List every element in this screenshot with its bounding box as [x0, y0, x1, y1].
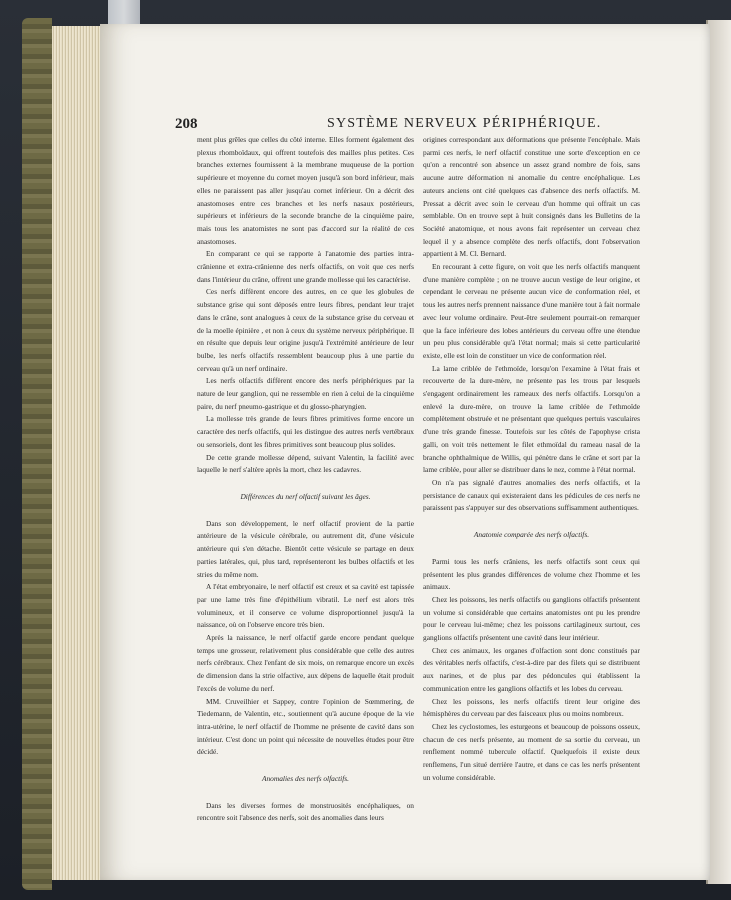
- right-column: [423, 134, 640, 784]
- stacked-page-edges: [52, 26, 103, 880]
- page-header: [175, 114, 695, 136]
- left-column: [197, 134, 414, 825]
- page-number: 208: [175, 116, 198, 132]
- section-heading: Anomalies des nerfs olfactifs.: [261, 774, 350, 784]
- paragraph: La mollesse très grande de leurs fibres primitives forme encore un caractère des nerfs olfactifs, qui les distingue des autres nerfs vertébraux ou sensoriels, dont les fibres primitives sont beaucoup plus solides.: [197, 414, 414, 449]
- paragraph: Chez ces animaux, les organes d'olfaction sont donc constitués par des véritables nerfs olfactifs, c'est-à-dire par des filets qui se distribuent aux narines, et de plus par des pédoncules qui établissent la communication entre les ganglions olfactifs et les lobes du cerveau.: [423, 645, 640, 693]
- paragraph: Dans son développement, le nerf olfactif provient de la partie antérieure de la vésicule cérébrale, ou autrement dit, d'une vésicule antérieure qui s'en détache. Bientôt cette vésicule se partage en deux parties latérales, qui, plus tard, représenteront les bulbes olfactifs et les stries du même nom.: [197, 518, 414, 579]
- paragraph: La lame criblée de l'ethmoïde, lorsqu'on l'examine à l'état frais et recouverte de la dure-mère, ne présente pas les trous par lesquels s'engagent ordinairement les rameaux des nerfs olfactifs. Lorsqu'on a enlevé la dure-mère, on trouve la lame criblée de l'ethmoïde complètement obstruée et ne présentant que quelques pertuis vasculaires d'une très grande finesse. Toutefois sur les côtés de l'apophyse crista galli, on voit très nettement le filet ethmoïdal du rameau nasal de la branche ophthalmique de Willis, qui pénètre dans le crâne et sort par la lame criblée, pour aller se distribuer dans le nez, comme à l'état normal.: [423, 363, 640, 475]
- paragraph: Les nerfs olfactifs diffèrent encore des nerfs périphériques par la nature de leur ganglion, qui ne ressemble en rien à celui de la cinquième paire, du nerf pneumo-gastrique et du glosso-pharyngien.: [197, 376, 414, 411]
- paragraph: En recourant à cette figure, on voit que les nerfs olfactifs manquent d'une manière complète ; on ne trouve aucun vestige de leur origine, et cependant le cerveau ne présente aucun vice de conformation réel, et tous les autres nerfs prennent naissance d'une manière tout à fait normale avec leur volume ordinaire. Peut-être seulement pourrait-on remarquer que la face inférieure des lobes antérieurs du cerveau offre une étendue un peu plus considérable qu'à l'état normal; mais si cette particularité existe, elle est loin de constituer un vice de conformation réel.: [423, 262, 640, 360]
- section-heading: Différences du nerf olfactif suivant les âges.: [240, 491, 371, 501]
- paragraph: Ces nerfs diffèrent encore des autres, en ce que les globules de substance grise qui sont déposés entre leurs fibres, pendant leur trajet dans le crâne, sont analogues à ceux de la substance grise du cerveau et de la moelle épinière , et non à ceux du système nerveux périphérique. Il en résulte que depuis leur origine jusqu'à l'extrémité antérieure de leur bulbe, les nerfs olfactifs ressemblent beaucoup plus à une partie du cerveau qu'à un nerf ordinaire.: [197, 287, 414, 373]
- paragraph: De cette grande mollesse dépend, suivant Valentin, la facilité avec laquelle le nerf s'altère après la mort, chez les cadavres.: [197, 452, 414, 475]
- section-heading: Anatomie comparée des nerfs olfactifs.: [473, 530, 590, 540]
- paragraph: origines correspondant aux déformations que présente l'encéphale. Mais parmi ces nerfs, le nerf olfactif constitue une sorte d'exception en ce qu'on a rencontré son absence un assez grand nombre de fois, sans aucune autre déformation ni anomalie du centre encéphalique. Les auteurs anciens ont cité quelques cas d'absence des nerfs olfactifs. M. Pressat a décrit avec soin le cerveau d'un homme qui offrait un cas semblable. On en trouve sept à huit consignés dans les Bulletins de la Société anatomique, et nous avons fait représenter un cerveau chez lequel il y a absence complète des nerfs olfactifs, dont l'observation appartient à M. Cl. Bernard.: [423, 135, 640, 259]
- paragraph: Parmi tous les nerfs crâniens, les nerfs olfactifs sont ceux qui présentent les plus grandes différences de volume chez l'homme et les animaux.: [423, 556, 640, 592]
- paragraph: En comparant ce qui se rapporte à l'anatomie des parties intra-crânienne et extra-crânienne des nerfs olfactifs, on voit que ces nerfs dans l'intérieur du crâne, offrent une grande mollesse qui les caractérise.: [197, 249, 414, 284]
- running-title: SYSTÈME NERVEUX PÉRIPHÉRIQUE.: [327, 116, 602, 131]
- paragraph: ment plus grêles que celles du côté interne. Elles forment également des plexus rhomboïdaux, qui offrent toutefois des mailles plus petites. Ces branches externes fournissent à la membrane muqueuse de la portion supérieure et moyenne du cornet moyen jusqu'à son bord inférieur, mais elles ne paraissent pas aller jusqu'au cornet inférieur. On a décrit des anastomoses entre ces branches et les nerfs nasaux postérieurs, supérieurs et inférieurs de la seconde branche de la cinquième paire, mais tous les anatomistes ne sont pas d'accord sur la réalité de ces anastomoses.: [197, 135, 414, 246]
- paragraph: Chez les cyclostomes, les esturgeons et beaucoup de poissons osseux, chacun de ces nerfs présente, au moment de sa sortie du cerveau, un renflement nommé tubercule olfactif. Quelquefois il existe deux renflemens, l'un situé derrière l'autre, et dans ce cas les nerfs présentent un volume considérable.: [423, 721, 640, 782]
- paragraph: MM. Cruveilhier et Sappey, contre l'opinion de Sœmmering, de Tiedemann, de Valentin, etc., soutiennent qu'à aucune époque de la vie intra-utérine, le nerf olfactif de l'homme ne présente de cavité dans son intérieur. C'est donc un point qui nécessite de nouvelles études pour être décidé.: [197, 696, 414, 757]
- paragraph: A l'état embryonaire, le nerf olfactif est creux et sa cavité est tapissée par une lame très fine d'épithélium vibratil. Le nerf est alors très volumineux, et il conserve ce volume disproportionnel jusqu'à la naissance, où on l'observe encore très bien.: [197, 582, 414, 630]
- paragraph: Chez les poissons, les nerfs olfactifs ou ganglions olfactifs présentent un volume si considérable que certains anatomistes ont pu les prendre pour le cerveau lui-même; chez les poissons cartilagineux surtout, ces ganglions olfactifs présentent une cavité dans leur intérieur.: [423, 594, 640, 643]
- paragraph: Chez les poissons, les nerfs olfactifs tirent leur origine des hémisphères du cerveau par des faisceaux plus ou moins nombreux.: [423, 696, 640, 719]
- paragraph: On n'a pas signalé d'autres anomalies des nerfs olfactifs, et la persistance de canaux qui existeraient dans les pédicules de ces nerfs ne paraissent pas s'appuyer sur des observations suffisamment authentiques.: [423, 477, 640, 513]
- book-cover-edge: [22, 18, 52, 890]
- paragraph: Dans les diverses formes de monstruosités encéphaliques, on rencontre soit l'absence des nerfs, soit des anomalies dans leurs: [197, 800, 414, 823]
- paragraph: Après la naissance, le nerf olfactif garde encore pendant quelque temps une grosseur, relativement plus considérable que celle des autres nerfs cérébraux. Chez l'enfant de six mois, on remarque encore un excès de dimension dans la strie olfactive, aux dépens de laquelle était produit l'excès de volume du nerf.: [197, 633, 414, 693]
